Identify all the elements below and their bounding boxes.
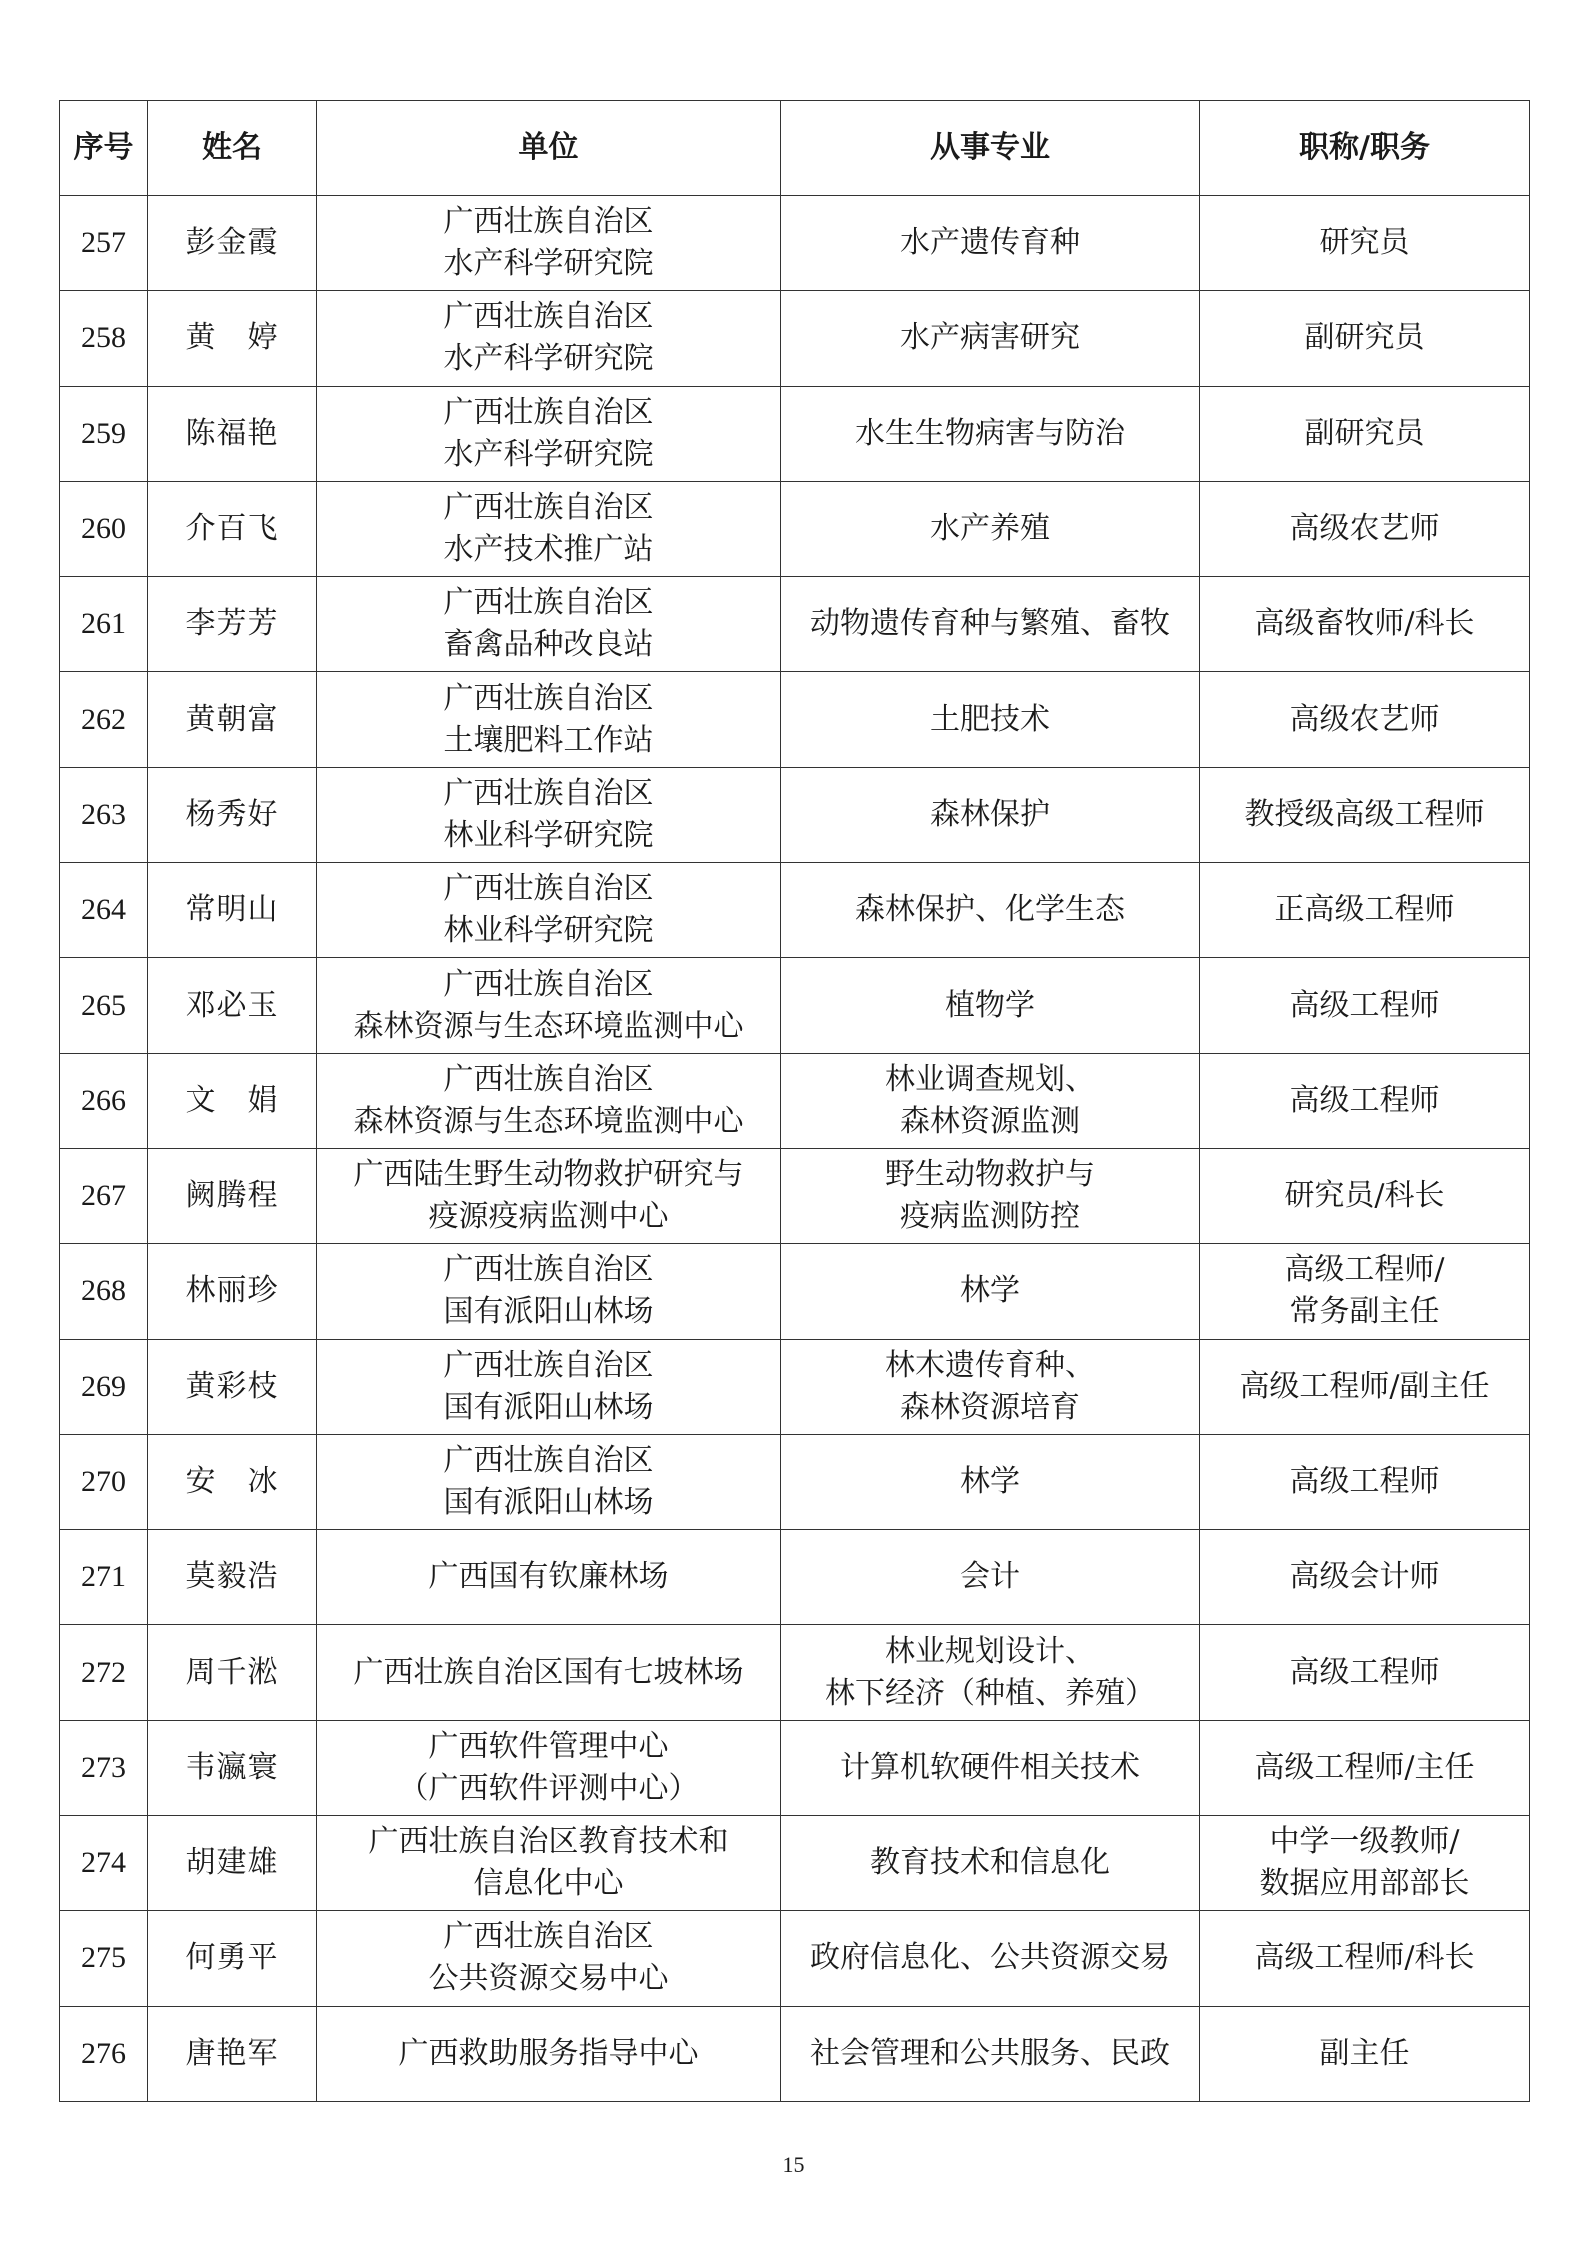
cell-major	[781, 2006, 1200, 2101]
cell-unit	[317, 1911, 781, 2006]
cell-name: 彭金霞	[148, 196, 317, 291]
cell-unit-line: 广西救助服务指导中心	[398, 2035, 699, 2071]
table-row	[60, 1530, 1530, 1625]
table-row	[60, 1244, 1530, 1339]
cell-unit	[317, 2006, 781, 2101]
cell-major	[781, 481, 1200, 576]
table-row	[60, 767, 1530, 862]
cell-title-line: 高级会计师	[1289, 1559, 1440, 1595]
cell-title	[1200, 1434, 1530, 1529]
cell-seq: 274	[60, 1816, 148, 1911]
cell-unit-line: 广西壮族自治区	[443, 966, 654, 1002]
cell-unit-line: 广西壮族自治区	[443, 775, 654, 811]
table-row	[60, 1053, 1530, 1148]
cell-unit	[317, 1244, 781, 1339]
cell-title-line: 高级农艺师	[1289, 511, 1440, 547]
cell-major-line: 土肥技术	[930, 701, 1050, 737]
cell-name: 黄朝富	[148, 672, 317, 767]
cell-major-line: 动物遗传育种与繁殖、畜牧	[810, 606, 1170, 642]
table-row	[60, 958, 1530, 1053]
cell-unit-line: 土壤肥料工作站	[443, 722, 654, 758]
cell-major-line: 森林保护、化学生态	[855, 892, 1125, 928]
cell-major	[781, 1911, 1200, 2006]
cell-seq: 272	[60, 1625, 148, 1720]
cell-major	[781, 1625, 1200, 1720]
cell-name: 李芳芳	[148, 577, 317, 672]
cell-title	[1200, 481, 1530, 576]
cell-title-line: 副研究员	[1304, 415, 1425, 451]
cell-title	[1200, 1053, 1530, 1148]
cell-major	[781, 1339, 1200, 1434]
cell-unit	[317, 863, 781, 958]
table-row	[60, 2006, 1530, 2101]
cell-unit	[317, 1625, 781, 1720]
table-row	[60, 863, 1530, 958]
cell-major	[781, 1053, 1200, 1148]
cell-major	[781, 863, 1200, 958]
cell-unit	[317, 1148, 781, 1243]
cell-seq: 258	[60, 291, 148, 386]
cell-major	[781, 577, 1200, 672]
cell-major	[781, 1720, 1200, 1815]
cell-unit	[317, 1434, 781, 1529]
cell-major	[781, 1434, 1200, 1529]
cell-title	[1200, 1339, 1530, 1434]
cell-unit-line: 疫源疫病监测中心	[428, 1199, 669, 1235]
cell-name: 周千淞	[148, 1625, 317, 1720]
table-row	[60, 1911, 1530, 2006]
cell-unit	[317, 291, 781, 386]
cell-title	[1200, 2006, 1530, 2101]
table-row	[60, 577, 1530, 672]
cell-unit-line: 广西壮族自治区	[443, 299, 654, 335]
cell-name: 安 冰	[148, 1434, 317, 1529]
cell-unit	[317, 196, 781, 291]
cell-unit-line: 广西壮族自治区国有七坡林场	[353, 1654, 744, 1690]
cell-name: 文 娟	[148, 1053, 317, 1148]
cell-seq: 267	[60, 1148, 148, 1243]
cell-name: 林丽珍	[148, 1244, 317, 1339]
cell-title-line: 副研究员	[1304, 320, 1425, 356]
cell-seq: 264	[60, 863, 148, 958]
cell-major-line: 林业规划设计、	[885, 1633, 1095, 1669]
cell-major-line: 林学	[960, 1273, 1020, 1309]
cell-unit-line: 广西壮族自治区教育技术和	[368, 1824, 729, 1860]
cell-unit-line: 国有派阳山林场	[443, 1389, 654, 1425]
cell-unit-line: 畜禽品种改良站	[443, 627, 654, 663]
cell-unit	[317, 1720, 781, 1815]
cell-major-line: 政府信息化、公共资源交易	[810, 1940, 1170, 1976]
cell-unit-line: 水产科学研究院	[443, 436, 654, 472]
cell-title	[1200, 767, 1530, 862]
cell-unit-line: 水产科学研究院	[443, 246, 654, 282]
header-title: 职称/职务	[1200, 101, 1530, 196]
cell-unit	[317, 672, 781, 767]
cell-name: 阙腾程	[148, 1148, 317, 1243]
table-row	[60, 1148, 1530, 1243]
table-row	[60, 672, 1530, 767]
cell-title-line: 高级工程师/科长	[1254, 1940, 1475, 1976]
cell-title-line: 高级工程师/副主任	[1239, 1368, 1490, 1404]
cell-title-line: 高级工程师/主任	[1254, 1749, 1475, 1785]
cell-unit-line: 广西壮族自治区	[443, 1347, 654, 1383]
cell-title	[1200, 672, 1530, 767]
cell-name: 何勇平	[148, 1911, 317, 2006]
cell-title-line: 高级畜牧师/科长	[1254, 606, 1475, 642]
cell-name: 胡建雄	[148, 1816, 317, 1911]
cell-unit-line: 森林资源与生态环境监测中心	[353, 1103, 744, 1139]
cell-title-line: 教授级高级工程师	[1244, 796, 1485, 832]
cell-title	[1200, 1816, 1530, 1911]
cell-title-line: 副主任	[1319, 2035, 1410, 2071]
cell-unit-line: 广西壮族自治区	[443, 871, 654, 907]
table-row	[60, 386, 1530, 481]
cell-title	[1200, 1244, 1530, 1339]
cell-major-line: 计算机软硬件相关技术	[840, 1749, 1140, 1785]
header-seq: 序号	[60, 101, 148, 196]
cell-seq: 275	[60, 1911, 148, 2006]
table-body	[60, 196, 1530, 2102]
cell-unit-line: 水产科学研究院	[443, 341, 654, 377]
cell-unit	[317, 958, 781, 1053]
cell-major-line: 水产养殖	[930, 511, 1050, 547]
cell-unit-line: 广西壮族自治区	[443, 204, 654, 240]
cell-title-line: 高级工程师	[1289, 1082, 1440, 1118]
cell-major	[781, 1244, 1200, 1339]
cell-major-line: 教育技术和信息化	[870, 1845, 1110, 1881]
cell-major-line: 林木遗传育种、	[885, 1347, 1095, 1383]
cell-major-line: 林业调查规划、	[885, 1061, 1095, 1097]
cell-title	[1200, 291, 1530, 386]
cell-name: 唐艳军	[148, 2006, 317, 2101]
cell-name: 常明山	[148, 863, 317, 958]
cell-name: 邓必玉	[148, 958, 317, 1053]
cell-seq: 270	[60, 1434, 148, 1529]
cell-major-line: 林学	[960, 1464, 1020, 1499]
cell-unit-line: （广西软件评测中心）	[398, 1770, 699, 1806]
header-unit: 单位	[317, 101, 781, 196]
header-name: 姓名	[148, 101, 317, 196]
cell-title-line: 高级工程师	[1289, 1464, 1440, 1499]
cell-major	[781, 386, 1200, 481]
cell-name: 介百飞	[148, 481, 317, 576]
table-row	[60, 1434, 1530, 1529]
cell-major-line: 森林资源监测	[900, 1103, 1080, 1139]
cell-seq: 273	[60, 1720, 148, 1815]
cell-unit-line: 广西壮族自治区	[443, 394, 654, 430]
cell-title-line: 数据应用部部长	[1259, 1866, 1470, 1902]
cell-seq: 257	[60, 196, 148, 291]
table-row	[60, 1625, 1530, 1720]
cell-unit-line: 广西壮族自治区	[443, 1061, 654, 1097]
cell-unit-line: 广西壮族自治区	[443, 585, 654, 621]
cell-unit-line: 森林资源与生态环境监测中心	[353, 1008, 744, 1044]
cell-unit-line: 国有派阳山林场	[443, 1294, 654, 1330]
cell-title	[1200, 1148, 1530, 1243]
cell-title-line: 高级工程师	[1289, 987, 1440, 1023]
header-major: 从事专业	[781, 101, 1200, 196]
table-row	[60, 1339, 1530, 1434]
cell-unit	[317, 767, 781, 862]
cell-unit-line: 广西软件管理中心	[428, 1728, 669, 1764]
cell-title	[1200, 863, 1530, 958]
cell-title	[1200, 1911, 1530, 2006]
cell-major-line: 植物学	[945, 987, 1035, 1023]
cell-major	[781, 958, 1200, 1053]
cell-major-line: 水产遗传育种	[900, 225, 1080, 261]
cell-name: 陈福艳	[148, 386, 317, 481]
cell-unit	[317, 481, 781, 576]
cell-unit-line: 林业科学研究院	[443, 913, 654, 949]
experts-table	[59, 100, 1530, 2102]
table-row	[60, 291, 1530, 386]
cell-unit-line: 广西壮族自治区	[443, 1919, 654, 1955]
table-row	[60, 481, 1530, 576]
cell-title-line: 研究员/科长	[1284, 1178, 1445, 1214]
cell-unit-line: 广西陆生野生动物救护研究与	[353, 1157, 744, 1193]
cell-unit	[317, 577, 781, 672]
cell-name: 杨秀好	[148, 767, 317, 862]
cell-major	[781, 672, 1200, 767]
cell-title-line: 常务副主任	[1289, 1294, 1440, 1330]
cell-unit-line: 公共资源交易中心	[428, 1961, 669, 1997]
cell-unit-line: 国有派阳山林场	[443, 1485, 654, 1520]
cell-major-line: 水产病害研究	[900, 320, 1080, 356]
cell-major-line: 森林保护	[930, 796, 1050, 832]
cell-major	[781, 1148, 1200, 1243]
cell-unit-line: 广西壮族自治区	[443, 490, 654, 526]
cell-title	[1200, 196, 1530, 291]
table-row	[60, 1720, 1530, 1815]
cell-major-line: 水生生物病害与防治	[855, 415, 1125, 451]
cell-seq: 271	[60, 1530, 148, 1625]
cell-unit	[317, 386, 781, 481]
cell-title-line: 高级工程师	[1289, 1654, 1440, 1690]
cell-title-line: 中学一级教师/	[1269, 1824, 1460, 1860]
cell-unit	[317, 1530, 781, 1625]
cell-title-line: 正高级工程师	[1274, 892, 1455, 928]
cell-seq: 262	[60, 672, 148, 767]
cell-name: 黄彩枝	[148, 1339, 317, 1434]
cell-unit-line: 信息化中心	[473, 1866, 624, 1902]
cell-major-line: 林下经济（种植、养殖）	[825, 1675, 1155, 1711]
cell-seq: 269	[60, 1339, 148, 1434]
cell-title-line: 高级工程师/	[1284, 1252, 1445, 1288]
cell-unit-line: 广西国有钦廉林场	[428, 1559, 669, 1595]
cell-major	[781, 1530, 1200, 1625]
cell-name: 黄 婷	[148, 291, 317, 386]
cell-title	[1200, 1625, 1530, 1720]
table-row	[60, 196, 1530, 291]
page-number: 15	[782, 2152, 805, 2177]
cell-seq: 259	[60, 386, 148, 481]
cell-unit-line: 广西壮族自治区	[443, 1252, 654, 1288]
cell-unit-line: 林业科学研究院	[443, 817, 654, 853]
cell-title	[1200, 1530, 1530, 1625]
table-header-row	[60, 101, 1530, 196]
table-row	[60, 1816, 1530, 1911]
cell-unit-line: 水产技术推广站	[443, 532, 654, 568]
cell-title-line: 高级农艺师	[1289, 701, 1440, 737]
cell-title	[1200, 577, 1530, 672]
cell-major-line: 疫病监测防控	[900, 1199, 1080, 1235]
cell-seq: 265	[60, 958, 148, 1053]
cell-name: 韦瀛寰	[148, 1720, 317, 1815]
cell-major-line: 森林资源培育	[900, 1389, 1080, 1425]
cell-seq: 263	[60, 767, 148, 862]
cell-title-line: 研究员	[1319, 225, 1410, 261]
cell-major-line: 野生动物救护与	[885, 1157, 1095, 1193]
cell-title	[1200, 958, 1530, 1053]
cell-major	[781, 767, 1200, 862]
cell-title	[1200, 386, 1530, 481]
cell-unit	[317, 1816, 781, 1911]
cell-unit-line: 广西壮族自治区	[443, 1443, 654, 1478]
cell-seq: 261	[60, 577, 148, 672]
cell-major-line: 社会管理和公共服务、民政	[810, 2035, 1170, 2071]
cell-major	[781, 196, 1200, 291]
cell-major-line: 会计	[960, 1559, 1020, 1595]
cell-unit-line: 广西壮族自治区	[443, 680, 654, 716]
cell-unit	[317, 1339, 781, 1434]
cell-seq: 260	[60, 481, 148, 576]
cell-seq: 266	[60, 1053, 148, 1148]
cell-unit	[317, 1053, 781, 1148]
cell-title	[1200, 1720, 1530, 1815]
cell-major	[781, 1816, 1200, 1911]
cell-seq: 268	[60, 1244, 148, 1339]
cell-major	[781, 291, 1200, 386]
cell-name: 莫毅浩	[148, 1530, 317, 1625]
cell-seq: 276	[60, 2006, 148, 2101]
